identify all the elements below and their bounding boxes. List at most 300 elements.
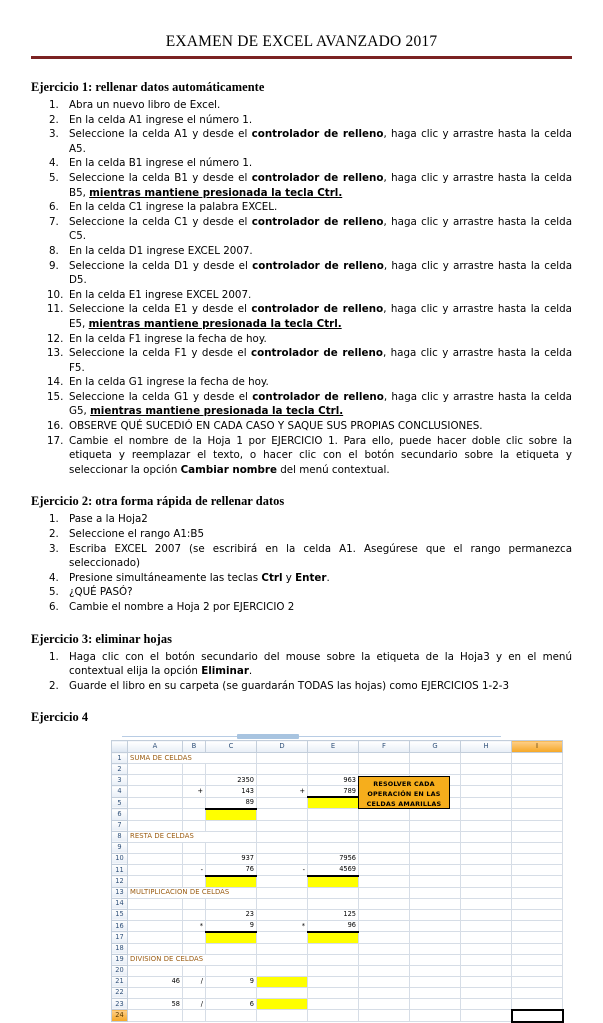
spreadsheet-row-22 xyxy=(112,987,563,998)
cell-D13[interactable] xyxy=(257,887,308,898)
cell-E11[interactable]: 4569 xyxy=(308,864,359,876)
text-run: , haga clic y arrastre hasta la celda B5, xyxy=(69,171,573,199)
cell-I17[interactable] xyxy=(512,932,563,944)
cell-H7[interactable] xyxy=(461,820,512,831)
cell-H20[interactable] xyxy=(461,965,512,976)
cell-D17[interactable] xyxy=(257,932,308,944)
cell-F7[interactable] xyxy=(359,820,410,831)
cell-F1[interactable] xyxy=(359,753,410,764)
cell-B23[interactable]: / xyxy=(183,998,206,1010)
cell-G22[interactable] xyxy=(410,987,461,998)
emphasis-bold-underline: mientras mantiene presionada la tecla Ctrl. xyxy=(89,186,343,199)
column-header-a[interactable]: A xyxy=(128,741,183,753)
cell-H18[interactable] xyxy=(461,943,512,954)
cell-E12[interactable] xyxy=(308,876,359,888)
list-item-number: 15. xyxy=(47,390,64,403)
cell-F12[interactable] xyxy=(359,876,410,888)
row-header-24[interactable]: 24 xyxy=(112,1010,128,1022)
list-item-text xyxy=(69,127,572,156)
spreadsheet-row-23 xyxy=(112,998,563,1010)
list-item xyxy=(31,171,572,200)
emphasis-bold: controlador de relleno xyxy=(251,215,384,228)
spreadsheet-scrollbar[interactable] xyxy=(122,734,501,739)
row-header-2[interactable]: 2 xyxy=(112,764,128,775)
row-header-21[interactable]: 21 xyxy=(112,976,128,987)
cell-G13[interactable] xyxy=(410,887,461,898)
cell-F9[interactable] xyxy=(359,842,410,853)
cell-G15[interactable] xyxy=(410,909,461,920)
cell-D2[interactable] xyxy=(257,764,308,775)
cell-A18[interactable] xyxy=(128,943,183,954)
cell-H3[interactable] xyxy=(461,775,512,786)
cell-G16[interactable] xyxy=(410,920,461,932)
text-run: Seleccione la celda B1 y desde el xyxy=(69,171,252,184)
text-run: Guarde el libro en su carpeta (se guardarán TODAS las hojas) como EJERCICIOS 1-2-3 xyxy=(69,679,510,692)
emphasis-bold: Ctrl xyxy=(261,571,283,584)
row-header-23[interactable]: 23 xyxy=(112,998,128,1010)
text-run: En la celda A1 ingrese el número 1. xyxy=(69,113,253,126)
cell-C7[interactable] xyxy=(206,820,257,831)
section-title-cell[interactable]: MULTIPLICACION DE CELDAS xyxy=(128,887,257,898)
column-header-d[interactable]: D xyxy=(257,741,308,753)
cell-C20[interactable] xyxy=(206,965,257,976)
cell-I18[interactable] xyxy=(512,943,563,954)
cell-H8[interactable] xyxy=(461,831,512,842)
cell-D7[interactable] xyxy=(257,820,308,831)
cell-E15[interactable]: 125 xyxy=(308,909,359,920)
cell-E2[interactable] xyxy=(308,764,359,775)
cell-G10[interactable] xyxy=(410,853,461,864)
cell-E20[interactable] xyxy=(308,965,359,976)
cell-C14[interactable] xyxy=(206,898,257,909)
cell-H15[interactable] xyxy=(461,909,512,920)
cell-I24[interactable] xyxy=(512,1010,563,1022)
row-header-12[interactable]: 12 xyxy=(112,876,128,888)
cell-I13[interactable] xyxy=(512,887,563,898)
row-header-14[interactable]: 14 xyxy=(112,898,128,909)
spreadsheet-row-1 xyxy=(112,753,563,764)
row-header-18[interactable]: 18 xyxy=(112,943,128,954)
cell-G24[interactable] xyxy=(410,1010,461,1022)
cell-F6[interactable] xyxy=(359,809,410,821)
cell-H12[interactable] xyxy=(461,876,512,888)
cell-D5[interactable] xyxy=(257,797,308,809)
cell-F16[interactable] xyxy=(359,920,410,932)
cell-B2[interactable] xyxy=(183,764,206,775)
cell-H16[interactable] xyxy=(461,920,512,932)
cell-F17[interactable] xyxy=(359,932,410,944)
cell-G17[interactable] xyxy=(410,932,461,944)
spreadsheet-row-8 xyxy=(112,831,563,842)
list-item xyxy=(31,127,572,156)
cell-H6[interactable] xyxy=(461,809,512,821)
cell-I23[interactable] xyxy=(512,998,563,1010)
row-header-9[interactable]: 9 xyxy=(112,842,128,853)
cell-B6[interactable] xyxy=(183,809,206,821)
cell-C9[interactable] xyxy=(206,842,257,853)
cell-H19[interactable] xyxy=(461,954,512,965)
emphasis-bold: controlador de relleno xyxy=(251,347,383,360)
list-item-text xyxy=(69,679,572,694)
cell-C2[interactable] xyxy=(206,764,257,775)
cell-F14[interactable] xyxy=(359,898,410,909)
cell-A7[interactable] xyxy=(128,820,183,831)
cell-C12[interactable] xyxy=(206,876,257,888)
cell-B4[interactable]: + xyxy=(183,786,206,798)
cell-G2[interactable] xyxy=(410,764,461,775)
cell-A17[interactable] xyxy=(128,932,183,944)
cell-C23[interactable]: 6 xyxy=(206,998,257,1010)
cell-A24[interactable] xyxy=(128,1010,183,1022)
cell-C5[interactable]: 89 xyxy=(206,797,257,809)
cell-F10[interactable] xyxy=(359,853,410,864)
cell-H13[interactable] xyxy=(461,887,512,898)
cell-C22[interactable] xyxy=(206,987,257,998)
cell-E14[interactable] xyxy=(308,898,359,909)
cell-H11[interactable] xyxy=(461,864,512,876)
cell-C3[interactable]: 2350 xyxy=(206,775,257,786)
text-run: OBSERVE QUÉ SUCEDIÓ EN CADA CASO Y SAQUE SUS PROPIAS CONCLUSIONES. xyxy=(69,420,483,433)
cell-A22[interactable] xyxy=(128,987,183,998)
text-run: Seleccione la celda C1 y desde el xyxy=(69,215,252,228)
cell-B9[interactable] xyxy=(183,842,206,853)
cell-E9[interactable] xyxy=(308,842,359,853)
cell-B18[interactable] xyxy=(183,943,206,954)
cell-I6[interactable] xyxy=(512,809,563,821)
cell-H5[interactable] xyxy=(461,797,512,809)
list-item xyxy=(31,571,572,586)
cell-G18[interactable] xyxy=(410,943,461,954)
cell-D21[interactable] xyxy=(257,976,308,987)
list-item-text xyxy=(69,259,572,288)
cell-E7[interactable] xyxy=(308,820,359,831)
cell-B10[interactable] xyxy=(183,853,206,864)
cell-D14[interactable] xyxy=(257,898,308,909)
cell-I21[interactable] xyxy=(512,976,563,987)
cell-H4[interactable] xyxy=(461,786,512,798)
cell-D24[interactable] xyxy=(257,1010,308,1022)
cell-B16[interactable]: * xyxy=(183,920,206,932)
cell-F23[interactable] xyxy=(359,998,410,1010)
cell-H10[interactable] xyxy=(461,853,512,864)
text-run: Abra un nuevo libro de Excel. xyxy=(69,99,221,111)
text-run: , haga clic y arrastre hasta la celda A5. xyxy=(69,128,572,155)
list-item xyxy=(31,332,572,347)
cell-I14[interactable] xyxy=(512,898,563,909)
cell-E6[interactable] xyxy=(308,809,359,821)
cell-E8[interactable] xyxy=(308,831,359,842)
cell-F2[interactable] xyxy=(359,764,410,775)
cell-G14[interactable] xyxy=(410,898,461,909)
list-item xyxy=(31,434,572,478)
cell-E1[interactable] xyxy=(308,753,359,764)
cell-F20[interactable] xyxy=(359,965,410,976)
cell-C18[interactable] xyxy=(206,943,257,954)
cell-D3[interactable] xyxy=(257,775,308,786)
cell-E3[interactable]: 963 xyxy=(308,775,359,786)
row-header-4[interactable]: 4 xyxy=(112,786,128,798)
cell-F8[interactable] xyxy=(359,831,410,842)
cell-D15[interactable] xyxy=(257,909,308,920)
cell-I19[interactable] xyxy=(512,954,563,965)
cell-I10[interactable] xyxy=(512,853,563,864)
emphasis-bold: controlador de relleno xyxy=(252,259,384,272)
cell-I22[interactable] xyxy=(512,987,563,998)
cell-I3[interactable] xyxy=(512,775,563,786)
section-title-cell[interactable]: DIVISION DE CELDAS xyxy=(128,954,257,965)
cell-H24[interactable] xyxy=(461,1010,512,1022)
cell-F19[interactable] xyxy=(359,954,410,965)
cell-I12[interactable] xyxy=(512,876,563,888)
cell-E24[interactable] xyxy=(308,1010,359,1022)
cell-H23[interactable] xyxy=(461,998,512,1010)
column-header-b[interactable]: B xyxy=(183,741,206,753)
section-title-cell[interactable]: RESTA DE CELDAS xyxy=(128,831,257,842)
cell-I20[interactable] xyxy=(512,965,563,976)
cell-I9[interactable] xyxy=(512,842,563,853)
cell-E16[interactable]: 96 xyxy=(308,920,359,932)
cell-G21[interactable] xyxy=(410,976,461,987)
cell-G23[interactable] xyxy=(410,998,461,1010)
list-item-number: 2. xyxy=(49,528,59,541)
text-run: Haga clic con el botón secundario del mouse sobre la etiqueta de la Hoja3 y en el menú contextual elija la opción xyxy=(69,650,572,678)
cell-D9[interactable] xyxy=(257,842,308,853)
emphasis-bold: Cambiar nombre xyxy=(180,463,277,476)
cell-H14[interactable] xyxy=(461,898,512,909)
cell-C21[interactable]: 9 xyxy=(206,976,257,987)
cell-A4[interactable] xyxy=(128,786,183,798)
cell-I1[interactable] xyxy=(512,753,563,764)
cell-D16[interactable]: * xyxy=(257,920,308,932)
cell-A9[interactable] xyxy=(128,842,183,853)
cell-E19[interactable] xyxy=(308,954,359,965)
exercise-3-steps xyxy=(31,650,572,694)
row-header-7[interactable]: 7 xyxy=(112,820,128,831)
cell-H2[interactable] xyxy=(461,764,512,775)
cell-A21[interactable]: 46 xyxy=(128,976,183,987)
cell-F18[interactable] xyxy=(359,943,410,954)
cell-D4[interactable]: + xyxy=(257,786,308,798)
cell-B3[interactable] xyxy=(183,775,206,786)
column-header-g[interactable]: G xyxy=(410,741,461,753)
row-header-22[interactable]: 22 xyxy=(112,987,128,998)
list-item-number: 5. xyxy=(49,171,59,184)
cell-D12[interactable] xyxy=(257,876,308,888)
cell-A11[interactable] xyxy=(128,864,183,876)
column-header-e[interactable]: E xyxy=(308,741,359,753)
row-header-5[interactable]: 5 xyxy=(112,797,128,809)
callout-line-3: CELDAS AMARILLAS xyxy=(366,800,442,809)
cell-H9[interactable] xyxy=(461,842,512,853)
column-header-c[interactable]: C xyxy=(206,741,257,753)
cell-D20[interactable] xyxy=(257,965,308,976)
cell-F15[interactable] xyxy=(359,909,410,920)
cell-B22[interactable] xyxy=(183,987,206,998)
cell-G9[interactable] xyxy=(410,842,461,853)
cell-A20[interactable] xyxy=(128,965,183,976)
cell-E10[interactable]: 7956 xyxy=(308,853,359,864)
cell-C6[interactable] xyxy=(206,809,257,821)
list-item-text xyxy=(69,244,572,259)
cell-F22[interactable] xyxy=(359,987,410,998)
spreadsheet-row-4 xyxy=(112,786,563,798)
cell-B15[interactable] xyxy=(183,909,206,920)
cell-E18[interactable] xyxy=(308,943,359,954)
cell-D11[interactable]: - xyxy=(257,864,308,876)
callout-line-1: RESOLVER CADA xyxy=(373,780,435,789)
cell-I5[interactable] xyxy=(512,797,563,809)
cell-C16[interactable]: 9 xyxy=(206,920,257,932)
cell-I16[interactable] xyxy=(512,920,563,932)
text-run: , haga clic y arrastre hasta la celda F5. xyxy=(69,347,572,374)
cell-H1[interactable] xyxy=(461,753,512,764)
list-item-number: 3. xyxy=(49,542,59,555)
cell-A2[interactable] xyxy=(128,764,183,775)
cell-C4[interactable]: 143 xyxy=(206,786,257,798)
spreadsheet-row-24 xyxy=(112,1010,563,1022)
row-header-11[interactable]: 11 xyxy=(112,864,128,876)
cell-E17[interactable] xyxy=(308,932,359,944)
cell-D8[interactable] xyxy=(257,831,308,842)
cell-B7[interactable] xyxy=(183,820,206,831)
list-item xyxy=(31,419,572,434)
cell-D19[interactable] xyxy=(257,954,308,965)
row-header-6[interactable]: 6 xyxy=(112,809,128,821)
cell-E5[interactable] xyxy=(308,797,359,809)
cell-A6[interactable] xyxy=(128,809,183,821)
row-header-15[interactable]: 15 xyxy=(112,909,128,920)
select-all-corner[interactable] xyxy=(112,741,128,753)
cell-D1[interactable] xyxy=(257,753,308,764)
cell-C15[interactable]: 23 xyxy=(206,909,257,920)
cell-G12[interactable] xyxy=(410,876,461,888)
list-item xyxy=(31,302,572,331)
cell-G1[interactable] xyxy=(410,753,461,764)
list-item-text xyxy=(69,419,572,434)
cell-D18[interactable] xyxy=(257,943,308,954)
row-header-8[interactable]: 8 xyxy=(112,831,128,842)
row-header-19[interactable]: 19 xyxy=(112,954,128,965)
cell-G8[interactable] xyxy=(410,831,461,842)
cell-A5[interactable] xyxy=(128,797,183,809)
list-item xyxy=(31,244,572,259)
column-header-i[interactable]: I xyxy=(512,741,563,753)
list-item-number: 6. xyxy=(49,601,59,613)
cell-E21[interactable] xyxy=(308,976,359,987)
list-item-number: 11. xyxy=(47,303,64,316)
column-header-f[interactable]: F xyxy=(359,741,410,753)
text-run: , haga clic y arrastre hasta la celda D5. xyxy=(69,259,572,287)
cell-D10[interactable] xyxy=(257,853,308,864)
cell-D22[interactable] xyxy=(257,987,308,998)
cell-I15[interactable] xyxy=(512,909,563,920)
cell-C17[interactable] xyxy=(206,932,257,944)
cell-C24[interactable] xyxy=(206,1010,257,1022)
cell-C11[interactable]: 76 xyxy=(206,864,257,876)
exercise-1-heading: Ejercicio 1: rellenar datos automáticamente xyxy=(31,80,265,94)
cell-E23[interactable] xyxy=(308,998,359,1010)
list-item xyxy=(31,156,572,171)
cell-A12[interactable] xyxy=(128,876,183,888)
cell-F13[interactable] xyxy=(359,887,410,898)
cell-B14[interactable] xyxy=(183,898,206,909)
cell-E13[interactable] xyxy=(308,887,359,898)
cell-B17[interactable] xyxy=(183,932,206,944)
spreadsheet-row-13 xyxy=(112,887,563,898)
cell-I4[interactable] xyxy=(512,786,563,798)
row-header-13[interactable]: 13 xyxy=(112,887,128,898)
column-header-h[interactable]: H xyxy=(461,741,512,753)
cell-B21[interactable]: / xyxy=(183,976,206,987)
cell-B24[interactable] xyxy=(183,1010,206,1022)
cell-D23[interactable] xyxy=(257,998,308,1010)
list-item-text xyxy=(69,156,572,171)
row-header-20[interactable]: 20 xyxy=(112,965,128,976)
cell-F21[interactable] xyxy=(359,976,410,987)
cell-B12[interactable] xyxy=(183,876,206,888)
row-header-10[interactable]: 10 xyxy=(112,853,128,864)
emphasis-bold-underline: mientras mantiene presionada la tecla Ctrl. xyxy=(88,317,342,330)
text-run: En la celda C1 ingrese la palabra EXCEL. xyxy=(69,201,278,214)
text-run: . xyxy=(248,665,253,678)
list-item-text xyxy=(69,542,572,571)
cell-F24[interactable] xyxy=(359,1010,410,1022)
cell-I11[interactable] xyxy=(512,864,563,876)
cell-H21[interactable] xyxy=(461,976,512,987)
section-title-cell[interactable]: SUMA DE CELDAS xyxy=(128,753,257,764)
cell-F11[interactable] xyxy=(359,864,410,876)
list-item xyxy=(31,375,572,390)
list-item-text xyxy=(69,650,572,679)
row-header-17[interactable]: 17 xyxy=(112,932,128,944)
cell-E4[interactable]: 789 xyxy=(308,786,359,798)
cell-C10[interactable]: 937 xyxy=(206,853,257,864)
cell-G19[interactable] xyxy=(410,954,461,965)
list-item xyxy=(31,390,572,419)
cell-G11[interactable] xyxy=(410,864,461,876)
cell-A23[interactable]: 58 xyxy=(128,998,183,1010)
spreadsheet-row-11 xyxy=(112,864,563,876)
cell-A16[interactable] xyxy=(128,920,183,932)
cell-B20[interactable] xyxy=(183,965,206,976)
text-run: Cambie el nombre a Hoja 2 por EJERCICIO 2 xyxy=(69,601,295,613)
cell-H22[interactable] xyxy=(461,987,512,998)
spreadsheet-row-14 xyxy=(112,898,563,909)
cell-E22[interactable] xyxy=(308,987,359,998)
cell-A15[interactable] xyxy=(128,909,183,920)
cell-G7[interactable] xyxy=(410,820,461,831)
row-header-16[interactable]: 16 xyxy=(112,920,128,932)
row-header-1[interactable]: 1 xyxy=(112,753,128,764)
list-item-text xyxy=(69,302,572,331)
row-header-3[interactable]: 3 xyxy=(112,775,128,786)
cell-A10[interactable] xyxy=(128,853,183,864)
cell-B11[interactable]: - xyxy=(183,864,206,876)
cell-I8[interactable] xyxy=(512,831,563,842)
cell-B5[interactable] xyxy=(183,797,206,809)
cell-A14[interactable] xyxy=(128,898,183,909)
cell-G6[interactable] xyxy=(410,809,461,821)
cell-A3[interactable] xyxy=(128,775,183,786)
cell-D6[interactable] xyxy=(257,809,308,821)
title-divider xyxy=(31,56,572,59)
cell-I2[interactable] xyxy=(512,764,563,775)
cell-I7[interactable] xyxy=(512,820,563,831)
list-item-text xyxy=(69,200,572,215)
cell-H17[interactable] xyxy=(461,932,512,944)
cell-G20[interactable] xyxy=(410,965,461,976)
text-run: Pase a la Hoja2 xyxy=(69,513,148,526)
